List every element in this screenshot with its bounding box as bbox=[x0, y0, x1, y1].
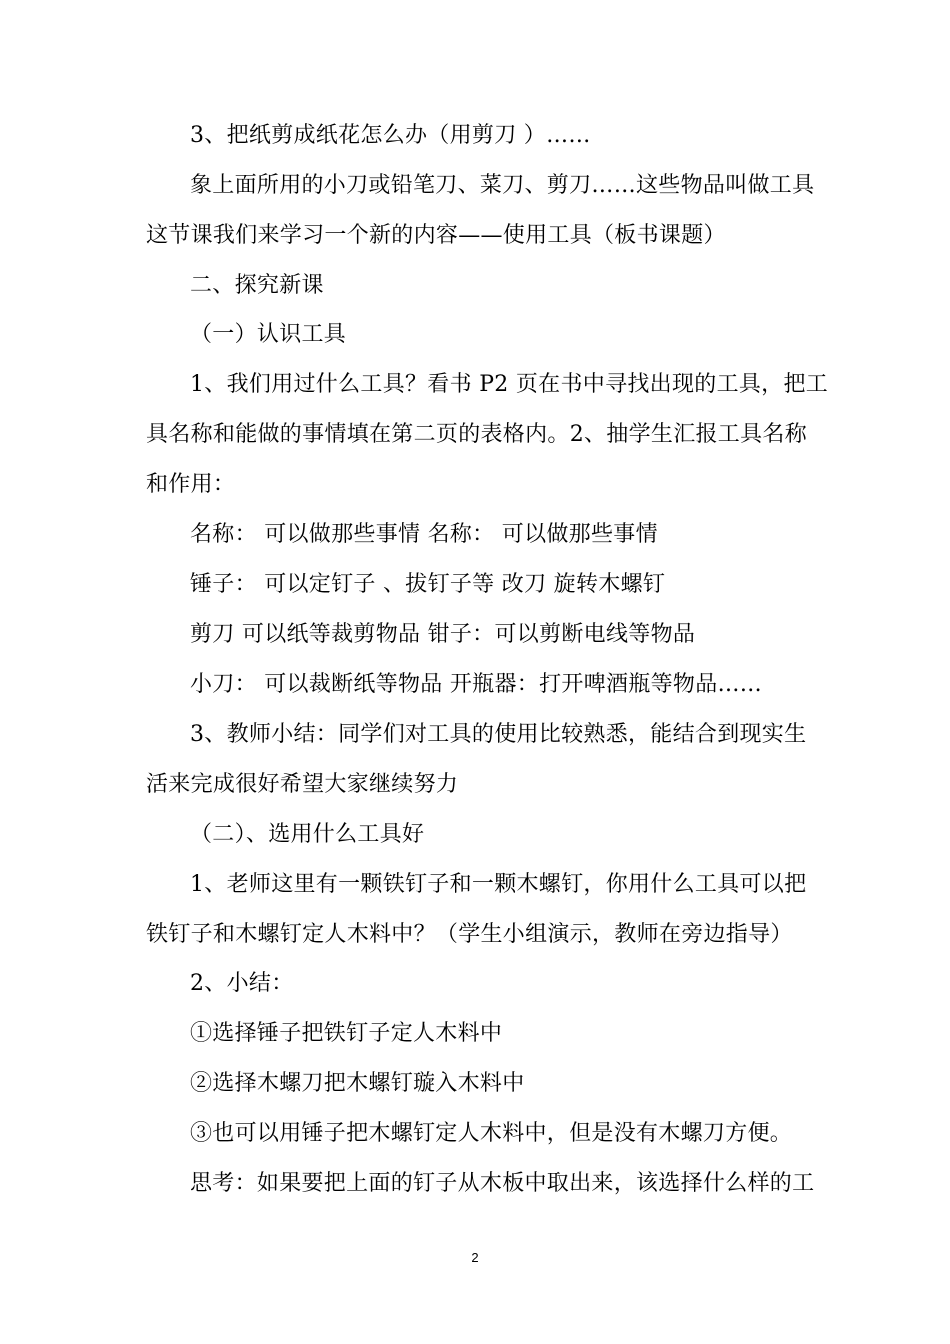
text-line: 具名称和能做的事情填在第二页的表格内。2、抽学生汇报工具名称 bbox=[146, 422, 807, 447]
list-item: ②选择木螺刀把木螺钉璇入木料中 bbox=[190, 1071, 525, 1096]
tool-table-header: 名称： 可以做那些事情 名称： 可以做那些事情 bbox=[190, 522, 658, 547]
text-line: 1、老师这里有一颗铁钉子和一颗木螺钉，你用什么工具可以把 bbox=[190, 872, 807, 897]
tool-table-row: 剪刀 可以纸等裁剪物品 钳子：可以剪断电线等物品 bbox=[190, 622, 696, 647]
text-line: 3、教师小结：同学们对工具的使用比较熟悉，能结合到现实生 bbox=[190, 722, 807, 747]
subsection-heading: （二）、选用什么工具好 bbox=[190, 822, 425, 847]
tool-table-row: 锤子： 可以定钉子 、拔钉子等 改刀 旋转木螺钉 bbox=[190, 572, 666, 597]
text-line: 思考：如果要把上面的钉子从木板中取出来，该选择什么样的工 bbox=[190, 1171, 815, 1196]
tool-table-row: 小刀： 可以裁断纸等物品 开瓶器：打开啤酒瓶等物品…… bbox=[190, 672, 763, 697]
text-line: 2、小结： bbox=[190, 971, 294, 996]
text-line: 这节课我们来学习一个新的内容——使用工具（板书课题） bbox=[146, 223, 726, 248]
section-heading: 二、探究新课 bbox=[190, 273, 324, 298]
text-line: 铁钉子和木螺钉定人木料中？（学生小组演示，教师在旁边指导） bbox=[146, 922, 793, 947]
page-number: 2 bbox=[471, 1250, 479, 1265]
list-item: ③也可以用锤子把木螺钉定人木料中，但是没有木螺刀方便。 bbox=[190, 1121, 793, 1146]
subsection-heading: （一）认识工具 bbox=[190, 322, 347, 347]
text-line: 活来完成很好希望大家继续努力 bbox=[146, 772, 459, 797]
text-line: 和作用： bbox=[146, 472, 236, 497]
text-line: 象上面所用的小刀或铅笔刀、菜刀、剪刀……这些物品叫做工具 bbox=[190, 173, 815, 198]
text-line: 3、把纸剪成纸花怎么办（用剪刀 ）…… bbox=[190, 123, 591, 148]
list-item: ①选择锤子把铁钉子定人木料中 bbox=[190, 1021, 503, 1046]
text-line: 1、我们用过什么工具？看书 P2 页在书中寻找出现的工具，把工 bbox=[190, 372, 829, 397]
